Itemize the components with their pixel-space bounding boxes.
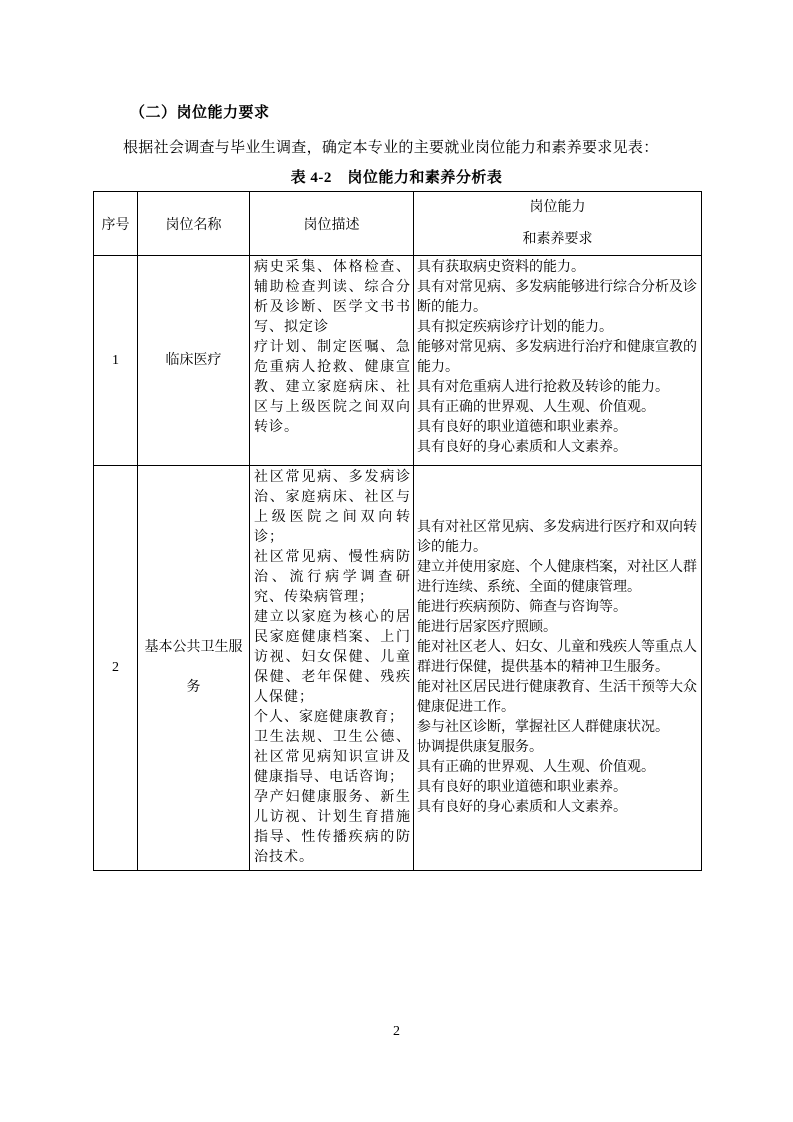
col-header-ability [414, 192, 702, 256]
ability-line: 能进行居家医疗照顾。 [417, 620, 557, 635]
table-row-public-health [94, 466, 702, 871]
ability-line: 能对社区居民进行健康教育、生活干预等大众健康促进工作。 [417, 680, 697, 715]
row-number-cell: 1 [94, 256, 138, 466]
ability-line: 具有良好的身心素质和人文素养。 [417, 440, 627, 455]
table-title: 表 4-2 岗位能力和素养分析表 [290, 170, 503, 186]
ability-line: 能进行疾病预防、筛查与咨询等。 [417, 600, 627, 615]
post-abilities-cell [414, 466, 702, 871]
ability-line: 能够对常见病、多发病进行治疗和健康宣教的能力。 [417, 340, 697, 375]
ability-line: 具有良好的职业道德和职业素养。 [417, 420, 627, 435]
ability-line: 具有对社区常见病、多发病进行医疗和双向转诊的能力。 [417, 520, 697, 555]
col-header-ability-line1: 岗位能力 [529, 199, 586, 215]
description-paragraph: 个人、家庭健康教育； [254, 710, 404, 725]
ability-analysis-table [93, 191, 702, 871]
table-header-row [94, 192, 702, 256]
post-description-cell [250, 256, 414, 466]
ability-line: 具有良好的职业道德和职业素养。 [417, 780, 627, 795]
description-paragraph: 建立以家庭为核心的居民家庭健康档案、上门访视、妇女保健、儿童保健、老年保健、残疾人保健； [254, 610, 411, 705]
post-abilities-cell [414, 256, 702, 466]
row-number-cell: 2 [94, 466, 138, 871]
description-paragraph: 社区常见病、慢性病防治、流行病学调查研究、传染病管理； [254, 550, 411, 605]
description-paragraph: 孕产妇健康服务、新生儿访视、计划生育措施 指导、性传播疾病的防治技术。 [254, 790, 411, 865]
ability-line: 参与社区诊断，掌握社区人群健康状况。 [417, 720, 669, 735]
description-paragraph: 社区常见病、多发病诊治、家庭病床、社区与 上级医院之间双向转诊； [254, 470, 411, 545]
ability-line: 协调提供康复服务。 [417, 740, 543, 755]
col-header-ability-line2: 和素养要求 [522, 231, 593, 247]
ability-line: 建立并使用家庭、个人健康档案，对社区人群进行连续、系统、全面的健康管理。 [417, 560, 697, 595]
col-header-no: 序号 [94, 192, 138, 256]
ability-line: 具有正确的世界观、人生观、价值观。 [417, 760, 655, 775]
col-header-name: 岗位名称 [138, 192, 250, 256]
description-paragraph: 病史采集、体格检查、辅助检查判读、综合分析及诊断、医学文书书写、拟定诊 [254, 260, 411, 335]
ability-line: 具有获取病史资料的能力。 [417, 260, 585, 275]
description-paragraph: 卫生法规、卫生公德、社区常见病知识宣讲及健康指导、电话咨询； [254, 730, 411, 785]
ability-line: 具有正确的世界观、人生观、价值观。 [417, 400, 655, 415]
intro-paragraph: 根据社会调查与毕业生调查，确定本专业的主要就业岗位能力和素养要求见表： [123, 140, 659, 156]
post-description-cell [250, 466, 414, 871]
ability-line: 具有对危重病人进行抢救及转诊的能力。 [417, 380, 669, 395]
page-number: 2 [393, 1024, 400, 1039]
ability-line: 具有良好的身心素质和人文素养。 [417, 800, 627, 815]
ability-line: 具有拟定疾病诊疗计划的能力。 [417, 320, 613, 335]
description-paragraph: 疗计划、制定医嘱、急危重病人抢救、健康宣教、建立家庭病床、社区与上级医院之间双向转诊。 [254, 340, 411, 435]
section-heading: （二）岗位能力要求 [130, 105, 270, 121]
ability-line: 具有对常见病、多发病能够进行综合分析及诊断的能力。 [417, 280, 697, 315]
post-name-cell: 基本公共卫生服务 [138, 466, 250, 871]
table-row-clinical [94, 256, 702, 466]
col-header-desc: 岗位描述 [250, 192, 414, 256]
post-name-cell: 临床医疗 [138, 256, 250, 466]
ability-line: 能对社区老人、妇女、儿童和残疾人等重点人群进行保健，提供基本的精神卫生服务。 [417, 640, 697, 675]
